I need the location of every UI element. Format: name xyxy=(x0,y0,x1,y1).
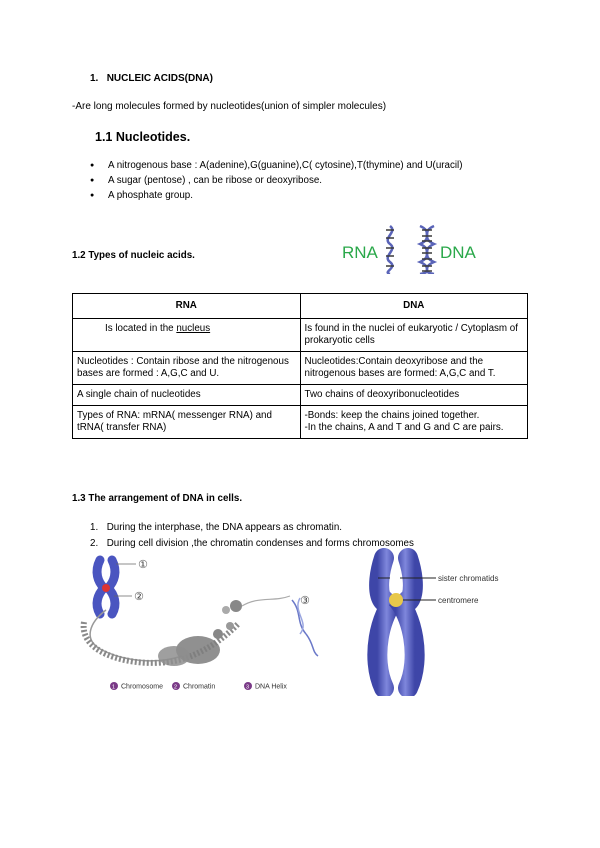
label-centromere: centromere xyxy=(438,596,479,605)
dna-strand-icon xyxy=(420,226,434,274)
callout-1: ① xyxy=(138,559,148,571)
list-item: ● A phosphate group. xyxy=(90,188,463,203)
column-header-rna: RNA xyxy=(73,294,301,319)
step-text: During the interphase, the DNA appears as chromatin. xyxy=(106,522,342,533)
heading-1-title: NUCLEIC ACIDS(DNA) xyxy=(106,73,213,84)
table-row xyxy=(73,385,528,406)
rna-dna-comparison-table xyxy=(72,293,528,439)
nucleotide-parts-list xyxy=(90,158,463,203)
legend-label-3: DNA Helix xyxy=(255,683,287,691)
table-cell: Two chains of deoxyribonucleotides xyxy=(300,385,528,406)
rna-dna-helix-figure xyxy=(340,222,480,274)
table-cell: A single chain of nucleotides xyxy=(73,385,301,406)
list-item xyxy=(90,520,414,536)
callout-2: ② xyxy=(134,591,144,603)
section-1-1-title: 1.1 Nucleotides. xyxy=(95,130,191,144)
step-number: 1. xyxy=(90,522,99,533)
callout-3: ③ xyxy=(300,595,310,607)
heading-1 xyxy=(90,73,213,84)
rna-strand-icon xyxy=(386,226,394,274)
section-1-3-title: 1.3 The arrangement of DNA in cells. xyxy=(72,493,243,504)
list-item: ● A nitrogenous base : A(adenine),G(guanine),C( cytosine),T(thymine) and U(uracil) xyxy=(90,158,463,173)
legend-label-1: Chromosome xyxy=(121,683,164,691)
list-item: ● A sugar (pentose) , can be ribose or deoxyribose. xyxy=(90,173,463,188)
legend-num-2: 2 xyxy=(174,684,178,691)
intro-text: -Are long molecules formed by nucleotides(union of simpler molecules) xyxy=(72,101,387,112)
heading-1-number: 1. xyxy=(90,73,99,84)
legend-label-2: Chromatin xyxy=(183,683,216,691)
column-header-dna: DNA xyxy=(300,294,528,319)
chromosome-icon xyxy=(97,560,115,614)
nucleus-link[interactable]: nucleus xyxy=(176,323,211,334)
dna-helix-label: DNA xyxy=(440,243,476,262)
table-cell: Types of RNA: mRNA( messenger RNA) and tRNA( transfer RNA) xyxy=(73,406,301,439)
label-sister-chromatids: sister chromatids xyxy=(438,574,499,583)
table-cell: Is found in the nuclei of eukaryotic / Cytoplasm of prokaryotic cells xyxy=(300,319,528,352)
rna-helix-label: RNA xyxy=(342,243,378,262)
cell-text: Is located in the xyxy=(105,323,177,334)
figure-legend xyxy=(110,682,287,691)
legend-num-1: 1 xyxy=(112,684,116,691)
table-cell xyxy=(73,319,301,352)
table-cell: Nucleotides : Contain ribose and the nitrogenous bases are formed : A,G,C and U. xyxy=(73,352,301,385)
chromosome-structure-figure xyxy=(360,548,520,696)
section-1-2-title: 1.2 Types of nucleic acids. xyxy=(72,250,195,261)
table-row xyxy=(73,406,528,439)
table-cell: Nucleotides:Contain deoxyribose and the nitrogenous bases are formed: A,G,C and T. xyxy=(300,352,528,385)
table-row xyxy=(73,352,528,385)
chromatin-condensation-figure xyxy=(78,552,328,694)
step-text: During cell division ,the chromatin condenses and forms chromosomes xyxy=(106,538,414,549)
table-header-row xyxy=(73,294,528,319)
cell-line: -In the chains, A and T and G and C are pairs. xyxy=(304,422,504,433)
centromere-dot xyxy=(389,593,403,607)
cell-line: -Bonds: keep the chains joined together. xyxy=(304,410,480,421)
step-number: 2. xyxy=(90,538,99,549)
table-cell xyxy=(300,406,528,439)
table-row xyxy=(73,319,528,352)
legend-num-3: 3 xyxy=(246,684,250,691)
